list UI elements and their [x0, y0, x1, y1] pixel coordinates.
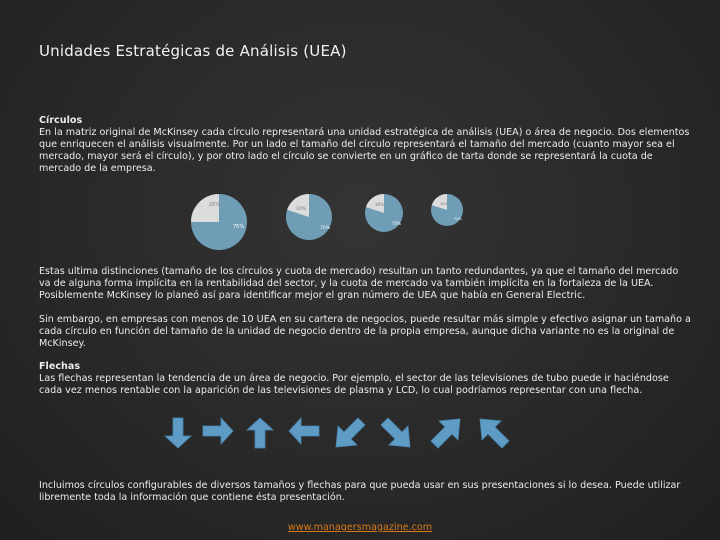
circles-body: En la matriz original de McKinsey cada círculo representará una unidad estratégica de análisis (UEA) o área de negocio. Dos elementos que enriquecen el análisis visualmente. Por un lado el tamaño del círculo representará el tamaño del mercado (cuanto mayor sea el mercado, mayor será el círculo), y por otro lado el círculo se convierte en un gráfico de tarta donde se representará la cuota de mercado de la empresa.: [39, 127, 690, 175]
pie-chart-smallest: [430, 193, 464, 227]
arrow-left-icon: [288, 417, 320, 445]
pie-label-share: 30%: [296, 207, 307, 212]
pie-label-share: 30%: [440, 202, 448, 206]
pie-chart-large: [190, 193, 248, 251]
arrow-right-icon: [202, 417, 234, 445]
pie-charts: [190, 193, 480, 249]
paragraph-final: Incluimos círculos configurables de diversos tamaños y flechas para que pueda usar en sus presentaciones si lo desea. Puede utilizar libremente toda la información que contiene ésta presentación.: [39, 480, 681, 504]
paragraph-2: Estas ultima distinciones (tamaño de los círculos y cuota de mercado) resultan un tanto redundantes, ya que el tamaño del mercado va de alguna forma implícita en la rentabilidad del sector, y la cuota de mercado va también implícita en la fortaleza de la UEA. Posiblemente McKinsey lo planeó así para identificar mejor el gran número de UEA que había en General Electric.: [39, 266, 679, 302]
slide-title: Unidades Estratégicas de Análisis (UEA): [39, 42, 347, 60]
arrows-section: [39, 361, 691, 397]
arrow-down-left-icon: [334, 417, 366, 449]
pie-label-share: 30%: [375, 202, 384, 207]
pie-chart-small: [364, 193, 404, 233]
pie-chart-medium: [285, 193, 333, 241]
arrow-up-left-icon: [478, 417, 510, 449]
arrows-body: Las flechas representan la tendencia de un área de negocio. Por ejemplo, el sector de las televisiones de tubo puede ir haciéndose cada vez menos rentable con la aparición de las televisiones de plasma y LCD, lo cual podríamos representar con una flecha.: [39, 373, 669, 397]
pie-label-rest: 70%: [320, 226, 331, 231]
pie-label-rest: 70%: [454, 217, 462, 221]
pie-label-rest: 75%: [233, 224, 245, 230]
arrows-heading: Flechas: [39, 361, 81, 372]
arrow-up-icon: [246, 417, 274, 449]
arrow-up-right-icon: [430, 417, 462, 449]
pie-label-rest: 70%: [392, 221, 401, 226]
arrows-row: [162, 417, 516, 451]
pie-label-share: 25%: [209, 202, 221, 208]
circles-section: [39, 115, 691, 175]
paragraph-3: Sin embargo, en empresas con menos de 10 UEA en su cartera de negocios, puede resultar más simple y efectivo asignar un tamaño a cada círculo en función del tamaño de la unidad de negocio dentro de la propia empresa, aunque dicha variante no es la original de McKinsey.: [39, 314, 691, 350]
circles-heading: Círculos: [39, 115, 83, 126]
footer-link[interactable]: www.managersmagazine.com: [287, 522, 433, 533]
arrow-down-icon: [164, 417, 192, 449]
arrow-down-right-icon: [380, 417, 412, 449]
